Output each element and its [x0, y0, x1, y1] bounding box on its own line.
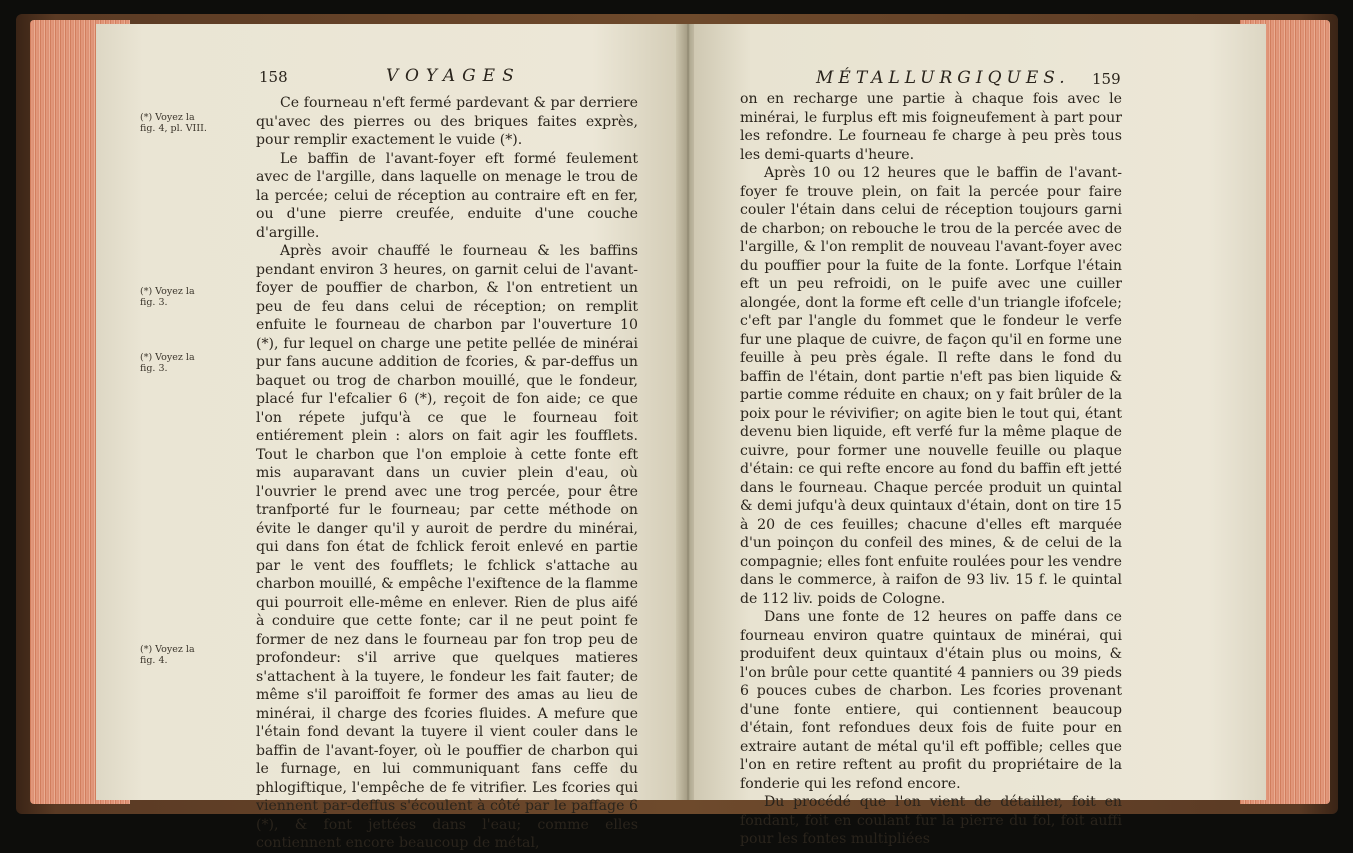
paragraph: Dans une fonte de 12 heures on paffe dans ce fourneau environ quatre quintaux de minérai, qui produifent deux quintaux d'étain plus ou moins, & l'on brûle pour cette quantité 4 panniers ou 39 pieds 6 pouces cubes de charbon. Les fcories provenant d'une fonte entiere, qui contiennent beaucoup d'étain, font refondues deux fois de fuite pour en extraire autant de métal qu'il eft poffible; celles que l'on en retire reftent au profit du propriétaire de la fonderie qui les refond encore.	[740, 609, 1122, 792]
left-page	[96, 24, 680, 851]
right-running-title: MÉTALLURGIQUES.	[816, 68, 1070, 88]
right-page	[694, 24, 1266, 847]
margin-note-4: (*) Voyez la fig. 4.	[140, 644, 195, 666]
left-page-body	[256, 94, 638, 853]
paragraph: on en recharge une partie à chaque fois avec le minérai, le furplus eft mis foigneufement à part pour les refondre. Le fourneau fe charge à peu près tous les demi-quarts d'heure.	[740, 91, 1122, 163]
right-page-number: 159	[1092, 70, 1121, 88]
margin-note-1: (*) Voyez la fig. 4, pl. VIII.	[140, 112, 207, 134]
paragraph: Ce fourneau n'eft fermé pardevant & par derriere qu'avec des pierres ou des briques faites exprès, pour remplir exactement le vuide (*).	[256, 95, 638, 148]
paragraph: Le baffin de l'avant-foyer eft formé feulement avec de l'argille, dans laquelle on menage le trou de la percée; celui de réception au contraire eft en fer, ou d'une pierre creufée, enduite d'une couche d'argille.	[256, 150, 638, 241]
right-page-body	[740, 90, 1122, 849]
paragraph: Après avoir chauffé le fourneau & les baffins pendant environ 3 heures, on garnit celui de l'avant-foyer de pouffier de charbon, & l'on entretient un peu de feu dans celui de réception; on remplit enfuite le fourneau de charbon par l'ouverture 10 (*), fur lequel on charge une petite pellée de minérai pur fans aucune addition de fcories, & par-deffus un baquet ou trog de charbon mouillé, que le fondeur, placé fur l'efcalier 6 (*), reçoit de fon aide; ce que l'on répete jufqu'à ce que le fourneau foit entiérement plein : alors on fait agir les foufflets. Tout le charbon que l'on emploie à cette fonte eft mis auparavant dans un cuvier plein d'eau, où l'ouvrier le prend avec une trog percée, pour être tranfporté fur le fourneau; par cette méthode on évite le danger qu'il y auroit de perdre du minérai, qui dans fon état de fchlick feroit enlevé en partie par le vent des foufflets; le fchlick s'attache au charbon mouillé, & empêche l'exiftence de la flamme qui pourroit elle-même en enlever. Rien de plus aifé à conduire que cette fonte; car il ne peut point fe former de nez dans le fourneau par fon trop peu de profondeur: s'il arrive que quelques matieres s'attachent à la tuyere, le fondeur les fait fauter; de même s'il paroiffoit fe former des amas au lieu de minérai, il charge des fcories fluides. A mefure que l'étain fond devant la tuyere il vient couler dans le baffin de l'avant-foyer, où le pouffier de charbon qui le furnage, en lui communiquant fans ceffe du phlogiftique, l'empêche de fe vitrifier. Les fcories qui viennent par-deffus s'écoulent à côté par le paffage 6 (*), & font jettées dans l'eau; comme elles contiennent encore beaucoup de métal,	[256, 243, 638, 851]
margin-note-3: (*) Voyez la fig. 3.	[140, 352, 195, 374]
paragraph: Après 10 ou 12 heures que le baffin de l'avant-foyer fe trouve plein, on fait la percée pour faire couler l'étain dans celui de réception toujours garni de charbon; on rebouche le trou de la percée avec de l'argille, & l'on remplit de nouveau l'avant-foyer avec du pouffier pour la fuite de la fonte. Lorfque l'étain eft un peu refroidi, on le puife avec une cuiller alongée, dont la forme eft celle d'un triangle ifofcele; c'eft par l'angle du fommet que le fondeur le verfe fur une plaque de cuivre, de façon qu'il en forme une feuille à peu près égale. Il refte dans le fond du baffin de l'étain, dont partie n'eft pas bien liquide & partie comme réduite en chaux; on y fait brûler de la poix pour le révivifier; on agite bien le tout qui, étant devenu bien liquide, eft verfé fur la même plaque de cuivre, pour former une nouvelle feuille ou plaque d'étain: ce qui refte encore au fond du baffin eft jetté dans le fourneau. Chaque percée produit un quintal & demi jufqu'à deux quintaux d'étain, dont on tire 15 à 20 de ces feuilles; chacune d'elles eft marquée d'un poinçon du confeil des mines, & de celui de la compagnie; elles font enfuite roulées pour les vendre dans le commerce, à raifon de 93 liv. 15 f. le quintal de 112 liv. poids de Cologne.	[740, 165, 1122, 607]
margin-note-2: (*) Voyez la fig. 3.	[140, 286, 195, 308]
left-running-title: VOYAGES	[386, 66, 521, 86]
left-page-number: 158	[259, 68, 288, 86]
paragraph: Du procédé que l'on vient de détailler, foit en fondant, foit en coulant fur la pierre du fol, foit auffi pour les fontes multipliées	[740, 794, 1122, 847]
